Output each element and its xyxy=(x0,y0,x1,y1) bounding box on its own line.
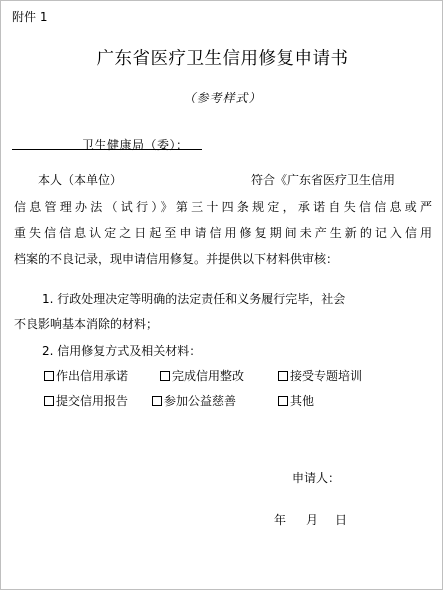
options-row-2 xyxy=(44,392,314,409)
option-credit-rectification[interactable] xyxy=(160,367,278,384)
date-month-label: 月 xyxy=(306,513,319,527)
item-2-heading: 2. 信用修复方式及相关材料： xyxy=(42,344,202,358)
option-label: 作出信用承诺 xyxy=(56,369,129,383)
option-public-charity[interactable] xyxy=(152,392,278,409)
body-line-1-prefix: 本人（本单位） xyxy=(38,173,123,187)
document-subtitle: （参考样式） xyxy=(183,91,262,105)
document-title: 广东省医疗卫生信用修复申请书 xyxy=(96,49,349,69)
checkbox[interactable] xyxy=(278,396,288,406)
body-line-4: 档案的不良记录，现申请信用修复。并提供以下材料供审核： xyxy=(14,252,339,266)
checkbox[interactable] xyxy=(44,396,54,406)
checkbox[interactable] xyxy=(44,371,54,381)
date-day-label: 日 xyxy=(335,513,348,527)
option-credit-report[interactable] xyxy=(44,392,152,409)
checkbox[interactable] xyxy=(160,371,170,381)
applicant-label: 申请人： xyxy=(292,471,341,485)
body-line-1-suffix: 符合《广东省医疗卫生信用 xyxy=(251,173,396,187)
recipient-line: 卫生健康局（委）： xyxy=(82,138,189,152)
recipient-underline xyxy=(12,149,202,150)
option-special-training[interactable] xyxy=(278,367,362,384)
checkbox[interactable] xyxy=(152,396,162,406)
options-row-1 xyxy=(44,367,362,384)
option-label: 参加公益慈善 xyxy=(164,394,237,408)
date-year-label: 年 xyxy=(274,513,287,527)
item-1-line-1: 1. 行政处理决定等明确的法定责任和义务履行完毕，社会 xyxy=(42,292,346,306)
item-1-line-2: 不良影响基本消除的材料； xyxy=(14,317,159,331)
option-label: 接受专题培训 xyxy=(290,369,363,383)
option-credit-commitment[interactable] xyxy=(44,367,160,384)
attachment-label: 附件 1 xyxy=(12,10,48,24)
body-line-3: 重失信信息认定之日起至申请信用修复期间未产生新的记入信用 xyxy=(14,226,432,240)
option-label: 完成信用整改 xyxy=(172,369,245,383)
body-line-2: 信息管理办法（试行）》第三十四条规定，承诺自失信信息或严 xyxy=(14,200,432,214)
option-label: 其他 xyxy=(290,394,315,408)
option-other[interactable] xyxy=(278,392,314,409)
checkbox[interactable] xyxy=(278,371,288,381)
option-label: 提交信用报告 xyxy=(56,394,129,408)
